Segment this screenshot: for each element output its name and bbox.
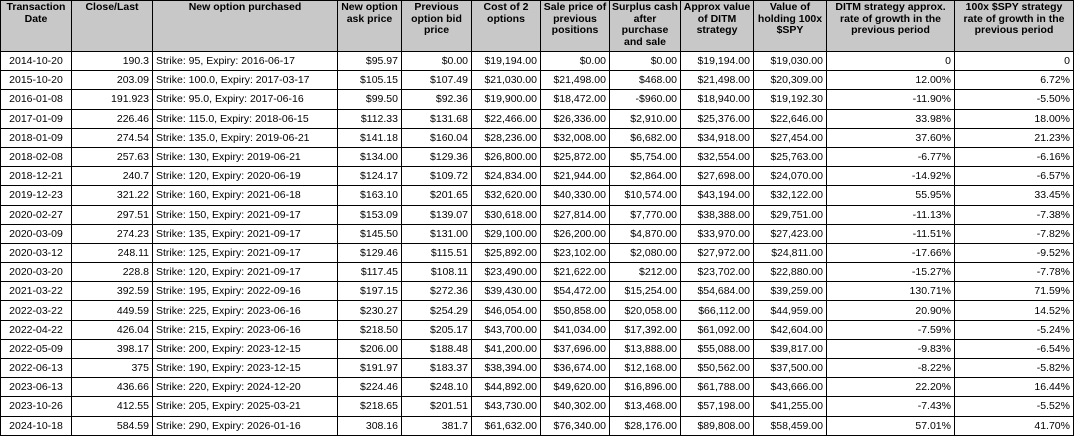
table-cell: $153.09 bbox=[338, 205, 402, 224]
table-cell: $50,562.00 bbox=[681, 359, 754, 378]
table-cell: 2024-10-18 bbox=[1, 416, 72, 435]
table-cell: $206.00 bbox=[338, 339, 402, 358]
table-cell: $129.36 bbox=[402, 147, 472, 166]
table-cell: $145.50 bbox=[338, 224, 402, 243]
table-cell: $134.00 bbox=[338, 147, 402, 166]
table-cell: $76,340.00 bbox=[541, 416, 610, 435]
table-row bbox=[1, 186, 1074, 205]
table-cell: $23,702.00 bbox=[681, 263, 754, 282]
table-cell: $43,730.00 bbox=[472, 397, 541, 416]
table-row bbox=[1, 378, 1074, 397]
table-cell: Strike: 95.0, Expiry: 2017-06-16 bbox=[153, 90, 338, 109]
table-cell: $107.49 bbox=[402, 71, 472, 90]
column-header: Surplus cash after purchase and sale bbox=[610, 1, 681, 52]
table-cell: 203.09 bbox=[72, 71, 153, 90]
table-cell: 248.11 bbox=[72, 243, 153, 262]
table-cell: -17.66% bbox=[827, 243, 955, 262]
table-cell: 2020-03-09 bbox=[1, 224, 72, 243]
table-cell: $24,070.00 bbox=[754, 167, 827, 186]
table-cell: $188.48 bbox=[402, 339, 472, 358]
table-cell: -15.27% bbox=[827, 263, 955, 282]
table-cell: $22,466.00 bbox=[472, 109, 541, 128]
table-cell: $24,834.00 bbox=[472, 167, 541, 186]
table-cell: 2014-10-20 bbox=[1, 52, 72, 71]
table-cell: $38,394.00 bbox=[472, 359, 541, 378]
table-cell: 21.23% bbox=[955, 128, 1074, 147]
table-cell: 2023-06-13 bbox=[1, 378, 72, 397]
column-header: New option purchased bbox=[153, 1, 338, 52]
table-cell: $19,194.00 bbox=[472, 52, 541, 71]
header-row bbox=[1, 1, 1074, 52]
table-cell: 2016-01-08 bbox=[1, 90, 72, 109]
table-cell: $191.97 bbox=[338, 359, 402, 378]
table-cell: $218.50 bbox=[338, 320, 402, 339]
table-cell: 22.20% bbox=[827, 378, 955, 397]
table-cell: $25,892.00 bbox=[472, 243, 541, 262]
table-cell: $183.37 bbox=[402, 359, 472, 378]
table-cell: $66,112.00 bbox=[681, 301, 754, 320]
table-cell: $29,751.00 bbox=[754, 205, 827, 224]
table-cell: -5.24% bbox=[955, 320, 1074, 339]
table-cell: $25,763.00 bbox=[754, 147, 827, 166]
table-cell: $34,918.00 bbox=[681, 128, 754, 147]
table-row bbox=[1, 205, 1074, 224]
table-cell: $32,620.00 bbox=[472, 186, 541, 205]
table-row bbox=[1, 167, 1074, 186]
table-cell: -6.57% bbox=[955, 167, 1074, 186]
table-cell: Strike: 115.0, Expiry: 2018-06-15 bbox=[153, 109, 338, 128]
table-cell: $40,330.00 bbox=[541, 186, 610, 205]
table-cell: $212.00 bbox=[610, 263, 681, 282]
table-cell: $41,255.00 bbox=[754, 397, 827, 416]
column-header: Approx value of DITM strategy bbox=[681, 1, 754, 52]
table-body bbox=[1, 52, 1074, 436]
table-cell: $131.00 bbox=[402, 224, 472, 243]
table-cell: 33.98% bbox=[827, 109, 955, 128]
table-cell: 14.52% bbox=[955, 301, 1074, 320]
table-cell: 2018-02-08 bbox=[1, 147, 72, 166]
table-cell: 2022-03-22 bbox=[1, 301, 72, 320]
table-cell: $272.36 bbox=[402, 282, 472, 301]
table-cell: $201.65 bbox=[402, 186, 472, 205]
table-cell: $2,080.00 bbox=[610, 243, 681, 262]
table-cell: 191.923 bbox=[72, 90, 153, 109]
table-cell: Strike: 190, Expiry: 2023-12-15 bbox=[153, 359, 338, 378]
table-cell: $230.27 bbox=[338, 301, 402, 320]
table-row bbox=[1, 397, 1074, 416]
column-header: New option ask price bbox=[338, 1, 402, 52]
table-cell: Strike: 125, Expiry: 2021-09-17 bbox=[153, 243, 338, 262]
table-cell: -7.38% bbox=[955, 205, 1074, 224]
table-cell: $21,498.00 bbox=[681, 71, 754, 90]
table-cell: $37,500.00 bbox=[754, 359, 827, 378]
table-row bbox=[1, 301, 1074, 320]
table-cell: -$960.00 bbox=[610, 90, 681, 109]
table-row bbox=[1, 71, 1074, 90]
table-cell: -11.51% bbox=[827, 224, 955, 243]
table-cell: $61,632.00 bbox=[472, 416, 541, 435]
table-cell: -8.22% bbox=[827, 359, 955, 378]
table-cell: $89,808.00 bbox=[681, 416, 754, 435]
table-cell: -6.54% bbox=[955, 339, 1074, 358]
table-row bbox=[1, 147, 1074, 166]
table-cell: $19,192.30 bbox=[754, 90, 827, 109]
table-row bbox=[1, 416, 1074, 435]
table-cell: 18.00% bbox=[955, 109, 1074, 128]
table-cell: Strike: 220, Expiry: 2024-12-20 bbox=[153, 378, 338, 397]
table-cell: $22,646.00 bbox=[754, 109, 827, 128]
table-row bbox=[1, 263, 1074, 282]
table-cell: $205.17 bbox=[402, 320, 472, 339]
table-cell: $42,604.00 bbox=[754, 320, 827, 339]
table-cell: $32,008.00 bbox=[541, 128, 610, 147]
table-cell: $29,100.00 bbox=[472, 224, 541, 243]
table-cell: 392.59 bbox=[72, 282, 153, 301]
table-cell: Strike: 225, Expiry: 2023-06-16 bbox=[153, 301, 338, 320]
table-cell: 2022-04-22 bbox=[1, 320, 72, 339]
table-cell: Strike: 290, Expiry: 2026-01-16 bbox=[153, 416, 338, 435]
table-cell: 2021-03-22 bbox=[1, 282, 72, 301]
table-cell: Strike: 135, Expiry: 2021-09-17 bbox=[153, 224, 338, 243]
table-cell: Strike: 205, Expiry: 2025-03-21 bbox=[153, 397, 338, 416]
table-cell: 2023-10-26 bbox=[1, 397, 72, 416]
table-cell: 375 bbox=[72, 359, 153, 378]
table-cell: $33,970.00 bbox=[681, 224, 754, 243]
table-cell: $115.51 bbox=[402, 243, 472, 262]
table-cell: 297.51 bbox=[72, 205, 153, 224]
table-cell: $12,168.00 bbox=[610, 359, 681, 378]
table-cell: 228.8 bbox=[72, 263, 153, 282]
table-cell: 257.63 bbox=[72, 147, 153, 166]
table-cell: $95.97 bbox=[338, 52, 402, 71]
table-row bbox=[1, 52, 1074, 71]
table-cell: $25,872.00 bbox=[541, 147, 610, 166]
table-cell: 33.45% bbox=[955, 186, 1074, 205]
table-cell: -7.43% bbox=[827, 397, 955, 416]
table-cell: $141.18 bbox=[338, 128, 402, 147]
table-cell: $25,376.00 bbox=[681, 109, 754, 128]
table-cell: $32,122.00 bbox=[754, 186, 827, 205]
table-cell: $30,618.00 bbox=[472, 205, 541, 224]
table-cell: 2020-03-20 bbox=[1, 263, 72, 282]
table-cell: 449.59 bbox=[72, 301, 153, 320]
table-row bbox=[1, 243, 1074, 262]
table-row bbox=[1, 109, 1074, 128]
table-cell: $37,696.00 bbox=[541, 339, 610, 358]
table-cell: Strike: 200, Expiry: 2023-12-15 bbox=[153, 339, 338, 358]
table-cell: $0.00 bbox=[541, 52, 610, 71]
table-cell: 2019-12-23 bbox=[1, 186, 72, 205]
column-header: Transaction Date bbox=[1, 1, 72, 52]
table-cell: $112.33 bbox=[338, 109, 402, 128]
table-cell: $248.10 bbox=[402, 378, 472, 397]
table-cell: $19,194.00 bbox=[681, 52, 754, 71]
table-cell: $28,176.00 bbox=[610, 416, 681, 435]
table-cell: 226.46 bbox=[72, 109, 153, 128]
table-cell: 584.59 bbox=[72, 416, 153, 435]
table-cell: $41,034.00 bbox=[541, 320, 610, 339]
table-cell: $21,944.00 bbox=[541, 167, 610, 186]
table-cell: $6,682.00 bbox=[610, 128, 681, 147]
table-cell: 71.59% bbox=[955, 282, 1074, 301]
table-cell: $15,254.00 bbox=[610, 282, 681, 301]
table-cell: $61,788.00 bbox=[681, 378, 754, 397]
table-cell: $10,574.00 bbox=[610, 186, 681, 205]
table-cell: $54,472.00 bbox=[541, 282, 610, 301]
table-cell: $43,194.00 bbox=[681, 186, 754, 205]
table-row bbox=[1, 320, 1074, 339]
table-cell: $27,698.00 bbox=[681, 167, 754, 186]
table-cell: $46,054.00 bbox=[472, 301, 541, 320]
column-header: Cost of 2 options bbox=[472, 1, 541, 52]
table-cell: $43,700.00 bbox=[472, 320, 541, 339]
table-cell: -5.50% bbox=[955, 90, 1074, 109]
table-cell: -6.77% bbox=[827, 147, 955, 166]
table-cell: $22,880.00 bbox=[754, 263, 827, 282]
table-cell: 412.55 bbox=[72, 397, 153, 416]
table-row bbox=[1, 128, 1074, 147]
table-cell: $49,620.00 bbox=[541, 378, 610, 397]
table-cell: -14.92% bbox=[827, 167, 955, 186]
table-row bbox=[1, 282, 1074, 301]
table-cell: $21,498.00 bbox=[541, 71, 610, 90]
table-cell: $218.65 bbox=[338, 397, 402, 416]
table-cell: -7.78% bbox=[955, 263, 1074, 282]
table-cell: $99.50 bbox=[338, 90, 402, 109]
table-cell: 0 bbox=[955, 52, 1074, 71]
table-cell: $105.15 bbox=[338, 71, 402, 90]
table-cell: $0.00 bbox=[402, 52, 472, 71]
table-cell: $26,336.00 bbox=[541, 109, 610, 128]
table-cell: $20,058.00 bbox=[610, 301, 681, 320]
table-cell: $468.00 bbox=[610, 71, 681, 90]
table-cell: $36,674.00 bbox=[541, 359, 610, 378]
table-cell: $2,864.00 bbox=[610, 167, 681, 186]
table-cell: -5.52% bbox=[955, 397, 1074, 416]
table-cell: 321.22 bbox=[72, 186, 153, 205]
table-cell: 381.7 bbox=[402, 416, 472, 435]
table-cell: $2,910.00 bbox=[610, 109, 681, 128]
table-cell: $13,888.00 bbox=[610, 339, 681, 358]
table-cell: Strike: 160, Expiry: 2021-06-18 bbox=[153, 186, 338, 205]
table-cell: 2017-01-09 bbox=[1, 109, 72, 128]
table-row bbox=[1, 224, 1074, 243]
table-cell: $20,309.00 bbox=[754, 71, 827, 90]
table-cell: $39,430.00 bbox=[472, 282, 541, 301]
table-cell: $27,814.00 bbox=[541, 205, 610, 224]
table-row bbox=[1, 90, 1074, 109]
table-cell: 190.3 bbox=[72, 52, 153, 71]
table-cell: 2015-10-20 bbox=[1, 71, 72, 90]
table-cell: 398.17 bbox=[72, 339, 153, 358]
table-cell: $32,554.00 bbox=[681, 147, 754, 166]
table-cell: $19,900.00 bbox=[472, 90, 541, 109]
table-cell: $160.04 bbox=[402, 128, 472, 147]
table-cell: $7,770.00 bbox=[610, 205, 681, 224]
table-cell: -9.52% bbox=[955, 243, 1074, 262]
table-cell: 2018-01-09 bbox=[1, 128, 72, 147]
table-cell: 41.70% bbox=[955, 416, 1074, 435]
table-cell: 12.00% bbox=[827, 71, 955, 90]
table-cell: $57,198.00 bbox=[681, 397, 754, 416]
table-cell: $0.00 bbox=[610, 52, 681, 71]
table-cell: $108.11 bbox=[402, 263, 472, 282]
column-header: Sale price of previous positions bbox=[541, 1, 610, 52]
table-cell: $254.29 bbox=[402, 301, 472, 320]
table-cell: $27,423.00 bbox=[754, 224, 827, 243]
table-cell: $23,102.00 bbox=[541, 243, 610, 262]
table-cell: -9.83% bbox=[827, 339, 955, 358]
column-header: Previous option bid price bbox=[402, 1, 472, 52]
table-cell: 2022-06-13 bbox=[1, 359, 72, 378]
column-header: 100x $SPY strategy rate of growth in the previous period bbox=[955, 1, 1074, 52]
table-cell: Strike: 135.0, Expiry: 2019-06-21 bbox=[153, 128, 338, 147]
table-cell: $39,817.00 bbox=[754, 339, 827, 358]
table-cell: $58,459.00 bbox=[754, 416, 827, 435]
table-cell: $117.45 bbox=[338, 263, 402, 282]
table-cell: -7.59% bbox=[827, 320, 955, 339]
table-cell: Strike: 95, Expiry: 2016-06-17 bbox=[153, 52, 338, 71]
table-cell: $26,800.00 bbox=[472, 147, 541, 166]
table-cell: $44,959.00 bbox=[754, 301, 827, 320]
table-cell: 55.95% bbox=[827, 186, 955, 205]
table-cell: 436.66 bbox=[72, 378, 153, 397]
table-cell: $129.46 bbox=[338, 243, 402, 262]
table-cell: 308.16 bbox=[338, 416, 402, 435]
table-cell: $41,200.00 bbox=[472, 339, 541, 358]
table-cell: -6.16% bbox=[955, 147, 1074, 166]
table-cell: $18,940.00 bbox=[681, 90, 754, 109]
table-cell: $163.10 bbox=[338, 186, 402, 205]
table-cell: 20.90% bbox=[827, 301, 955, 320]
table-cell: $197.15 bbox=[338, 282, 402, 301]
table-cell: $54,684.00 bbox=[681, 282, 754, 301]
table-row bbox=[1, 359, 1074, 378]
table-cell: 37.60% bbox=[827, 128, 955, 147]
table-cell: -11.13% bbox=[827, 205, 955, 224]
table-cell: Strike: 120, Expiry: 2021-09-17 bbox=[153, 263, 338, 282]
table-cell: 2020-03-12 bbox=[1, 243, 72, 262]
table-cell: $28,236.00 bbox=[472, 128, 541, 147]
table-cell: 2020-02-27 bbox=[1, 205, 72, 224]
table-cell: $124.17 bbox=[338, 167, 402, 186]
table-cell: 274.54 bbox=[72, 128, 153, 147]
table-cell: $21,622.00 bbox=[541, 263, 610, 282]
table-cell: $109.72 bbox=[402, 167, 472, 186]
table-cell: Strike: 150, Expiry: 2021-09-17 bbox=[153, 205, 338, 224]
table-cell: 274.23 bbox=[72, 224, 153, 243]
table-cell: $17,392.00 bbox=[610, 320, 681, 339]
table-cell: $38,388.00 bbox=[681, 205, 754, 224]
table-cell: $40,302.00 bbox=[541, 397, 610, 416]
table-cell: -7.82% bbox=[955, 224, 1074, 243]
table-cell: $92.36 bbox=[402, 90, 472, 109]
table-cell: Strike: 215, Expiry: 2023-06-16 bbox=[153, 320, 338, 339]
table-cell: $23,490.00 bbox=[472, 263, 541, 282]
table-cell: 16.44% bbox=[955, 378, 1074, 397]
table-cell: $18,472.00 bbox=[541, 90, 610, 109]
table-cell: Strike: 195, Expiry: 2022-09-16 bbox=[153, 282, 338, 301]
table-cell: $61,092.00 bbox=[681, 320, 754, 339]
table-cell: $43,666.00 bbox=[754, 378, 827, 397]
table-cell: $224.46 bbox=[338, 378, 402, 397]
column-header: Value of holding 100x $SPY bbox=[754, 1, 827, 52]
table-cell: $44,892.00 bbox=[472, 378, 541, 397]
table-cell: $50,858.00 bbox=[541, 301, 610, 320]
table-cell: $19,030.00 bbox=[754, 52, 827, 71]
table-cell: $26,200.00 bbox=[541, 224, 610, 243]
table-cell: $139.07 bbox=[402, 205, 472, 224]
table-cell: $16,896.00 bbox=[610, 378, 681, 397]
table-cell: $55,088.00 bbox=[681, 339, 754, 358]
table-cell: $5,754.00 bbox=[610, 147, 681, 166]
table-cell: $4,870.00 bbox=[610, 224, 681, 243]
table-cell: $201.51 bbox=[402, 397, 472, 416]
table-cell: 57.01% bbox=[827, 416, 955, 435]
table-cell: $27,454.00 bbox=[754, 128, 827, 147]
column-header: DITM strategy approx. rate of growth in the previous period bbox=[827, 1, 955, 52]
table-cell: 2022-05-09 bbox=[1, 339, 72, 358]
table-cell: 2018-12-21 bbox=[1, 167, 72, 186]
table-cell: 240.7 bbox=[72, 167, 153, 186]
table-row bbox=[1, 339, 1074, 358]
table-cell: 426.04 bbox=[72, 320, 153, 339]
table-cell: Strike: 120, Expiry: 2020-06-19 bbox=[153, 167, 338, 186]
table-cell: 130.71% bbox=[827, 282, 955, 301]
table-cell: -5.82% bbox=[955, 359, 1074, 378]
column-header: Close/Last bbox=[72, 1, 153, 52]
table-cell: $21,030.00 bbox=[472, 71, 541, 90]
table-cell: Strike: 130, Expiry: 2019-06-21 bbox=[153, 147, 338, 166]
table-cell: 0 bbox=[827, 52, 955, 71]
table-cell: $13,468.00 bbox=[610, 397, 681, 416]
table-cell: $39,259.00 bbox=[754, 282, 827, 301]
table-cell: Strike: 100.0, Expiry: 2017-03-17 bbox=[153, 71, 338, 90]
table-cell: -11.90% bbox=[827, 90, 955, 109]
table-cell: $131.68 bbox=[402, 109, 472, 128]
table-cell: 6.72% bbox=[955, 71, 1074, 90]
table-cell: $24,811.00 bbox=[754, 243, 827, 262]
table-cell: $27,972.00 bbox=[681, 243, 754, 262]
